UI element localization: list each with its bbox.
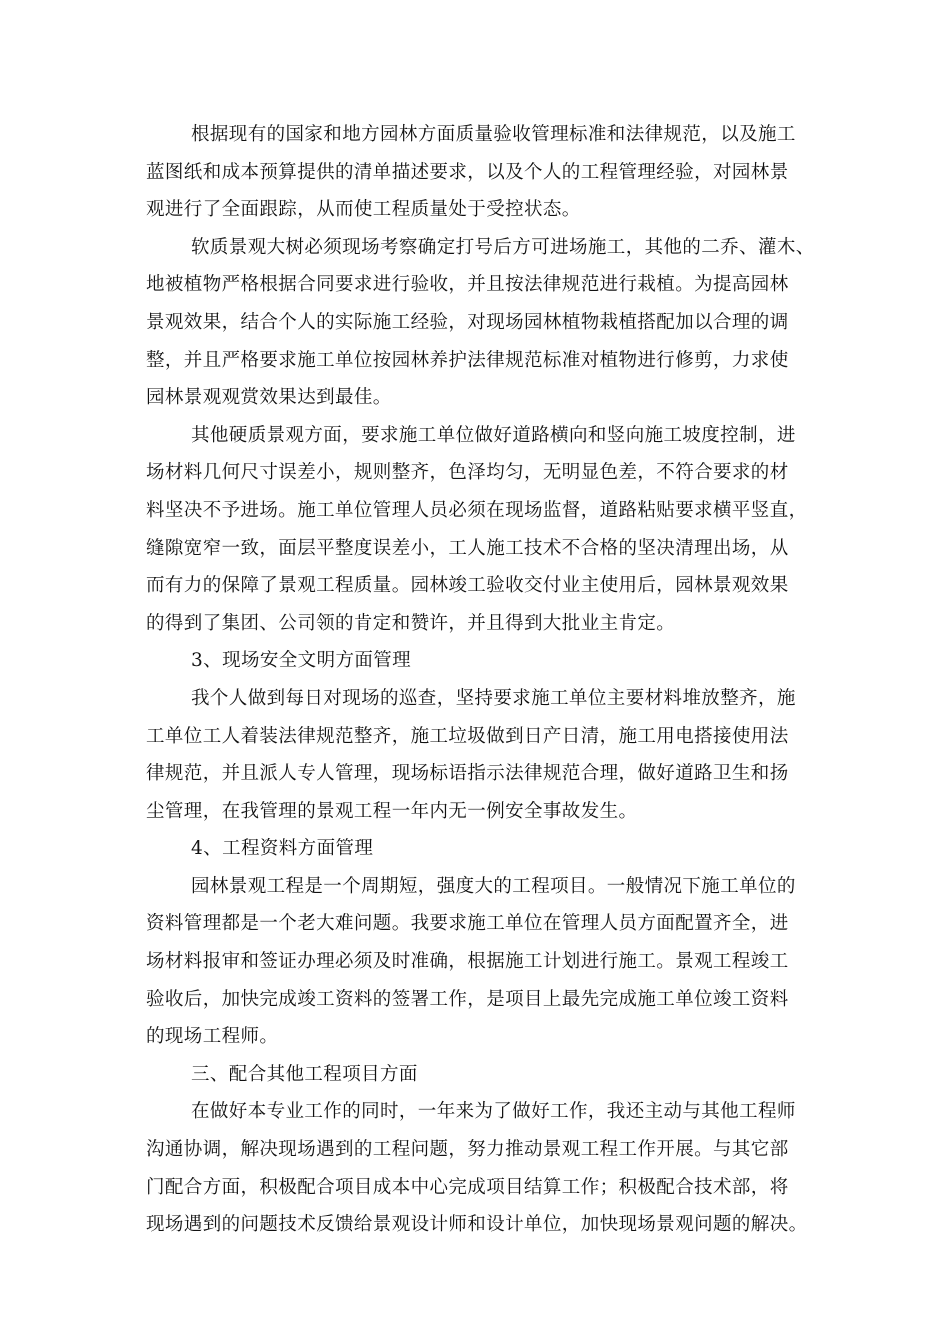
text-line: 资料管理都是一个老大难问题。我要求施工单位在管理人员方面配置齐全，进 <box>146 913 789 935</box>
text-line: 软质景观大树必须现场考察确定打号后方可进场施工，其他的二乔、灌木、 <box>191 236 815 258</box>
text-line: 整，并且严格要求施工单位按园林养护法律规范标准对植物进行修剪，力求使 <box>146 349 789 371</box>
text-line: 场材料报审和签证办理必须及时准确，根据施工计划进行施工。景观工程竣工 <box>146 951 789 973</box>
document-body <box>146 116 816 1244</box>
section-heading: 三、配合其他工程项目方面 <box>191 1063 418 1085</box>
text-line: 地被植物严格根据合同要求进行验收，并且按法律规范进行栽植。为提高园林 <box>146 274 789 296</box>
text-line: 现场遇到的问题技术反馈给景观设计师和设计单位，加快现场景观问题的解决。 <box>146 1214 808 1236</box>
text-line: 尘管理，在我管理的景观工程一年内无一例安全事故发生。 <box>146 800 638 822</box>
text-line: 的得到了集团、公司领的肯定和赞许，并且得到大批业主肯定。 <box>146 612 676 634</box>
text-line: 景观效果，结合个人的实际施工经验，对现场园林植物栽植搭配加以合理的调 <box>146 311 789 333</box>
text-line: 而有力的保障了景观工程质量。园林竣工验收交付业主使用后，园林景观效果 <box>146 575 789 597</box>
paragraph-safety <box>146 680 816 830</box>
text-line: 沟通协调，解决现场遇到的工程问题，努力推动景观工程工作开展。与其它部 <box>146 1139 789 1161</box>
paragraph-cooperation <box>146 1093 816 1243</box>
text-line: 验收后，加快完成竣工资料的签署工作，是项目上最先完成施工单位竣工资料 <box>146 988 789 1010</box>
text-line: 其他硬质景观方面，要求施工单位做好道路横向和竖向施工坡度控制，进 <box>191 424 796 446</box>
text-line: 料坚决不予进场。施工单位管理人员必须在现场监督，道路粘贴要求横平竖直， <box>146 499 808 521</box>
text-line: 根据现有的国家和地方园林方面质量验收管理标准和法律规范，以及施工 <box>191 124 796 145</box>
text-line: 在做好本专业工作的同时，一年来为了做好工作，我还主动与其他工程师 <box>191 1101 796 1123</box>
paragraph-hard-landscape <box>146 417 816 643</box>
text-line: 场材料几何尺寸误差小，规则整齐，色泽均匀，无明显色差，不符合要求的材 <box>146 462 789 484</box>
section-heading-cooperation <box>146 1056 816 1094</box>
text-line: 的现场工程师。 <box>146 1026 279 1048</box>
paragraph-documents <box>146 868 816 1056</box>
section-heading: 3、现场安全文明方面管理 <box>191 650 412 672</box>
text-line: 园林景观工程是一个周期短，强度大的工程项目。一般情况下施工单位的 <box>191 875 796 897</box>
text-line: 工单位工人着装法律规范整齐，施工垃圾做到日产日清，施工用电搭接使用法 <box>146 725 789 747</box>
text-line: 我个人做到每日对现场的巡查，坚持要求施工单位主要材料堆放整齐，施 <box>191 687 796 709</box>
section-heading-documents <box>146 830 816 868</box>
text-line: 蓝图纸和成本预算提供的清单描述要求，以及个人的工程管理经验，对园林景 <box>146 161 789 183</box>
text-line: 园林景观观赏效果达到最佳。 <box>146 387 392 409</box>
text-line: 门配合方面，积极配合项目成本中心完成项目结算工作；积极配合技术部，将 <box>146 1176 789 1198</box>
paragraph-quality-standards <box>146 116 816 229</box>
section-heading-safety <box>146 642 816 680</box>
text-line: 缝隙宽窄一致，面层平整度误差小，工人施工技术不合格的坚决清理出场，从 <box>146 537 789 559</box>
text-line: 观进行了全面跟踪，从而使工程质量处于受控状态。 <box>146 199 581 221</box>
section-heading: 4、工程资料方面管理 <box>191 838 374 860</box>
text-line: 律规范，并且派人专人管理，现场标语指示法律规范合理，做好道路卫生和扬 <box>146 763 789 785</box>
paragraph-soft-landscape <box>146 229 816 417</box>
